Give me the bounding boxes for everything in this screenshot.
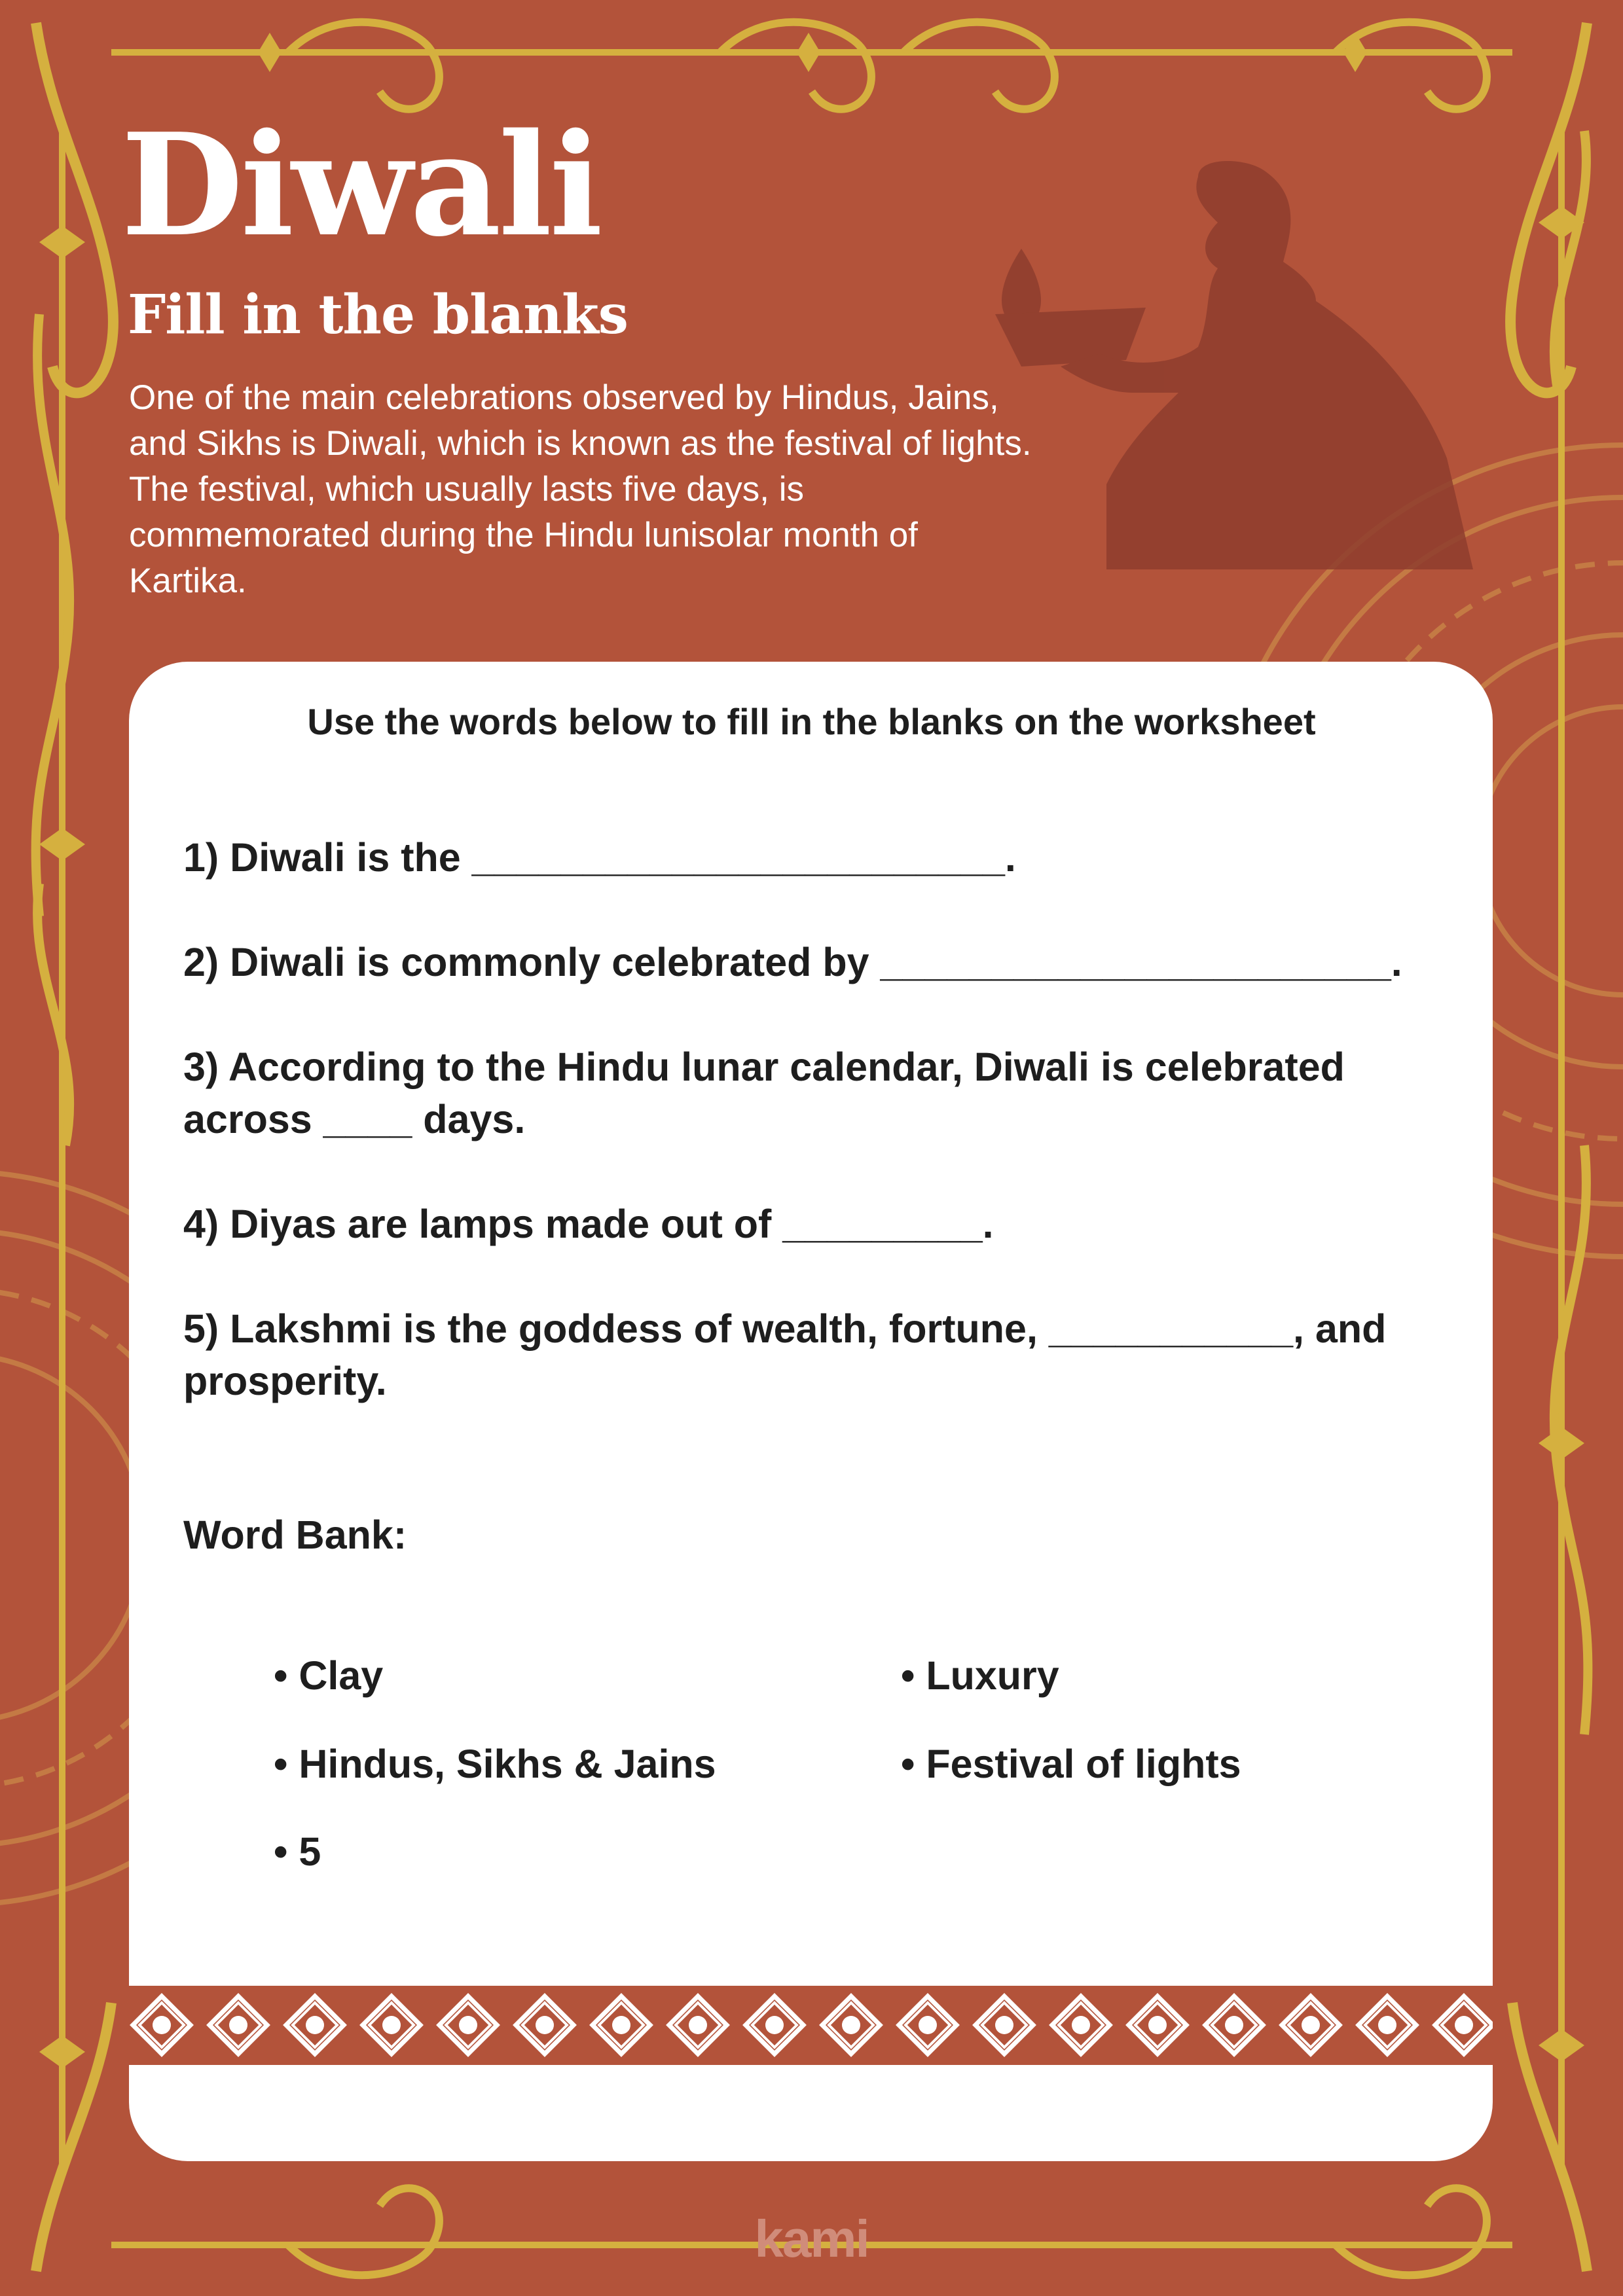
diya-holder-silhouette [995,161,1473,569]
question-3: 3) According to the Hindu lunar calendar, Diwali is celebrated across ____ days. [183,1045,1345,1141]
worksheet-instructions: Use the words below to fill in the blanks on the worksheet [307,701,1316,742]
diamond-ornament [669,1996,727,2054]
worksheet-card [129,662,1493,2161]
word-bank-label: Word Bank: [183,1513,407,1557]
page-title: Diwali [121,102,600,268]
diamond-ornament [746,1996,803,2054]
word-bank-item-text: Hindus, Sikhs & Jains [299,1742,716,1786]
diamond-ornament [439,1996,497,2054]
diamond-ornament [1205,1996,1263,2054]
diamond-ornament [1282,1996,1340,2054]
word-bank-item: • Luxury [901,1653,1059,1698]
diamond-ornament [593,1996,650,2054]
page-subtitle: Fill in the blanks [128,283,628,346]
diamond-ornament [516,1996,574,2054]
diamond-ornament [133,1996,191,2054]
diamond-ornament [1435,1996,1493,2054]
diamond-ornament [1129,1996,1186,2054]
question-4: 4) Diyas are lamps made out of _________. [183,1202,994,1246]
diamond-ornament [286,1996,344,2054]
diamond-ornament [899,1996,957,2054]
word-bank-item-text: Festival of lights [926,1742,1241,1786]
word-bank-item-text: Luxury [926,1653,1059,1698]
word-bank-item-text: Clay [299,1653,384,1698]
kami-logo: kami [754,2210,869,2268]
word-bank-item: • 5 [274,1829,321,1874]
question-5: 5) Lakshmi is the goddess of wealth, fortune, ___________, and prosperity. [183,1306,1387,1403]
diamond-ornament [822,1996,880,2054]
diamond-ornament [363,1996,420,2054]
diamond-ornament [1359,1996,1416,2054]
word-bank-item: • Clay [274,1653,384,1698]
word-bank-item: • Festival of lights [901,1742,1241,1786]
question-2: 2) Diwali is commonly celebrated by _______________________. [183,940,1402,984]
word-bank-item: • Hindus, Sikhs & Jains [274,1742,716,1786]
intro-paragraph: One of the main celebrations observed by Hindus, Jains, and Sikhs is Diwali, which is known as the festival of lights. The festival, which usually lasts five days, is commemorated during the Hindu lunisolar month of Kartika. [129,378,1032,600]
diamond-pattern-band [129,1986,1493,2065]
diamond-ornament [1052,1996,1110,2054]
question-1: 1) Diwali is the ________________________. [183,835,1016,880]
diamond-ornament [976,1996,1033,2054]
diamond-ornament [210,1996,267,2054]
word-bank-item-text: 5 [299,1829,321,1874]
